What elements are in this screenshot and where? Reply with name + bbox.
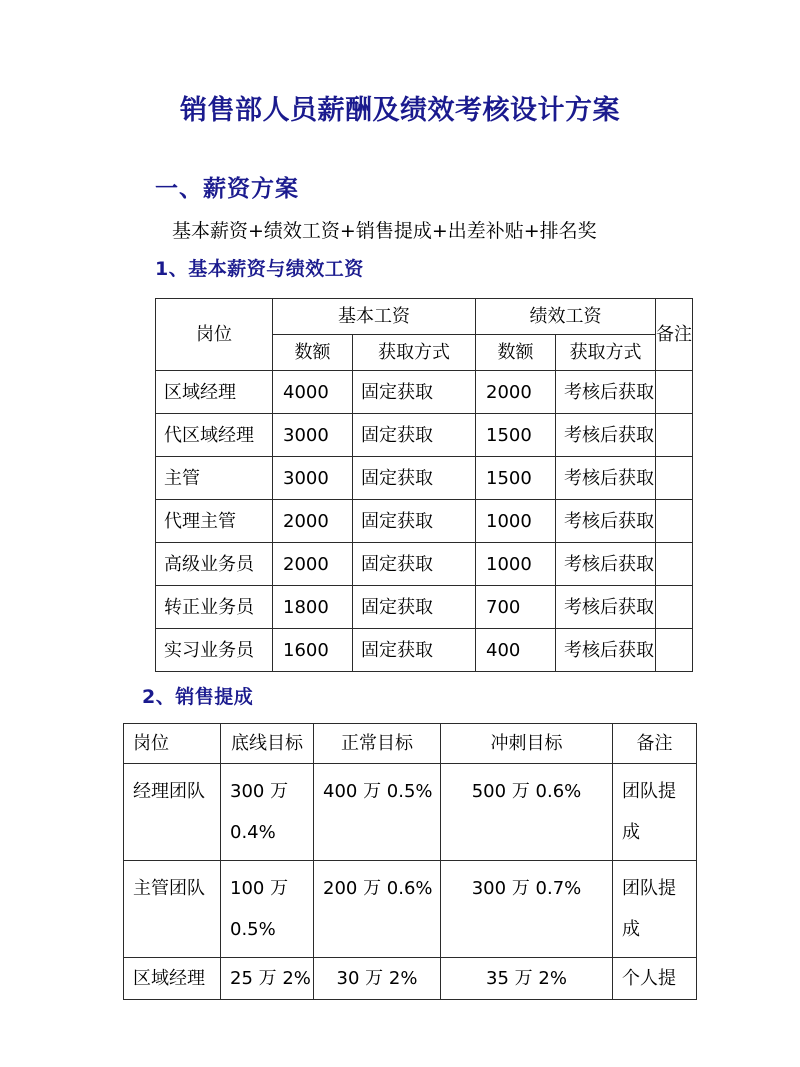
- cell-base-amount: 3000: [273, 414, 353, 457]
- cell-performance-amount: 1500: [476, 457, 556, 500]
- cell-baseline-target: 100 万 0.5%: [221, 861, 314, 958]
- commission-table-body: [124, 764, 697, 1000]
- cell-post: 主管: [156, 457, 273, 500]
- cell-note: [656, 543, 693, 586]
- cell-post: 代理主管: [156, 500, 273, 543]
- cell-base-method: 固定获取: [353, 414, 476, 457]
- salary-table-head: [156, 299, 693, 371]
- cell-base-method: 固定获取: [353, 500, 476, 543]
- cell-performance-amount: 2000: [476, 371, 556, 414]
- cell-performance-method: 考核后获取: [556, 500, 656, 543]
- cell-baseline-target: 300 万 0.4%: [221, 764, 314, 861]
- cell-post: 实习业务员: [156, 629, 273, 672]
- header-base-amount: 数额: [273, 335, 353, 371]
- cell-post: 经理团队: [124, 764, 221, 861]
- table-row: [156, 543, 693, 586]
- cell-note: [656, 629, 693, 672]
- cell-note: [656, 500, 693, 543]
- cell-baseline-target: 25 万 2%: [221, 958, 314, 1000]
- cell-base-amount: 2000: [273, 543, 353, 586]
- table-row: [156, 629, 693, 672]
- header-performance-amount: 数额: [476, 335, 556, 371]
- salary-table-wrapper: [0, 282, 800, 672]
- cell-note: [656, 371, 693, 414]
- subsection-heading-base-and-performance: 1、基本薪资与绩效工资: [155, 258, 364, 280]
- cell-base-method: 固定获取: [353, 457, 476, 500]
- cell-post: 代区域经理: [156, 414, 273, 457]
- commission-table-head: [124, 724, 697, 764]
- cell-performance-amount: 1000: [476, 500, 556, 543]
- cell-note: [656, 457, 693, 500]
- salary-table: [155, 298, 693, 672]
- table-header-row-top: [156, 299, 693, 335]
- header-baseline-target: 底线目标: [221, 724, 314, 764]
- cell-post: 转正业务员: [156, 586, 273, 629]
- cell-performance-method: 考核后获取: [556, 543, 656, 586]
- salary-formula-text: 基本薪资+绩效工资+销售提成+出差补贴+排名奖: [172, 220, 597, 242]
- table-header-row: [124, 724, 697, 764]
- cell-note: [656, 414, 693, 457]
- cell-base-amount: 1800: [273, 586, 353, 629]
- cell-base-method: 固定获取: [353, 543, 476, 586]
- cell-performance-method: 考核后获取: [556, 586, 656, 629]
- salary-table-body: [156, 371, 693, 672]
- header-post: 岗位: [124, 724, 221, 764]
- cell-normal-target: 200 万 0.6%: [314, 861, 441, 958]
- cell-sprint-target: 35 万 2%: [441, 958, 613, 1000]
- header-normal-target: 正常目标: [314, 724, 441, 764]
- cell-base-method: 固定获取: [353, 371, 476, 414]
- cell-performance-amount: 400: [476, 629, 556, 672]
- commission-table-wrapper: [0, 710, 800, 1000]
- cell-base-amount: 2000: [273, 500, 353, 543]
- cell-performance-method: 考核后获取: [556, 629, 656, 672]
- cell-performance-amount: 1000: [476, 543, 556, 586]
- cell-sprint-target: 300 万 0.7%: [441, 861, 613, 958]
- header-post: 岗位: [156, 299, 273, 371]
- header-note: 备注: [656, 299, 693, 371]
- cell-performance-amount: 1500: [476, 414, 556, 457]
- header-sprint-target: 冲刺目标: [441, 724, 613, 764]
- header-note: 备注: [613, 724, 697, 764]
- table-row: [156, 586, 693, 629]
- table-row: [156, 500, 693, 543]
- table-row: [156, 371, 693, 414]
- cell-normal-target: 30 万 2%: [314, 958, 441, 1000]
- cell-note: 团队提成: [613, 861, 697, 958]
- table-row: [124, 764, 697, 861]
- section-heading-salary-plan: 一、薪资方案: [155, 176, 299, 202]
- header-base-method: 获取方式: [353, 335, 476, 371]
- cell-post: 主管团队: [124, 861, 221, 958]
- cell-base-amount: 3000: [273, 457, 353, 500]
- cell-performance-method: 考核后获取: [556, 371, 656, 414]
- cell-base-amount: 4000: [273, 371, 353, 414]
- header-base-salary: 基本工资: [273, 299, 476, 335]
- cell-note: 个人提: [613, 958, 697, 1000]
- cell-performance-method: 考核后获取: [556, 414, 656, 457]
- cell-note: [656, 586, 693, 629]
- commission-table: [123, 723, 697, 1000]
- cell-performance-method: 考核后获取: [556, 457, 656, 500]
- header-performance-salary: 绩效工资: [476, 299, 656, 335]
- cell-note: 团队提成: [613, 764, 697, 861]
- cell-base-method: 固定获取: [353, 586, 476, 629]
- table-row: [124, 958, 697, 1000]
- cell-post: 高级业务员: [156, 543, 273, 586]
- table-row: [156, 414, 693, 457]
- table-row: [124, 861, 697, 958]
- table-row: [156, 457, 693, 500]
- cell-performance-amount: 700: [476, 586, 556, 629]
- cell-base-method: 固定获取: [353, 629, 476, 672]
- cell-base-amount: 1600: [273, 629, 353, 672]
- header-performance-method: 获取方式: [556, 335, 656, 371]
- subsection-heading-sales-commission: 2、销售提成: [142, 686, 254, 708]
- cell-normal-target: 400 万 0.5%: [314, 764, 441, 861]
- cell-post: 区域经理: [124, 958, 221, 1000]
- cell-sprint-target: 500 万 0.6%: [441, 764, 613, 861]
- cell-post: 区域经理: [156, 371, 273, 414]
- page-title: 销售部人员薪酬及绩效考核设计方案: [180, 95, 620, 126]
